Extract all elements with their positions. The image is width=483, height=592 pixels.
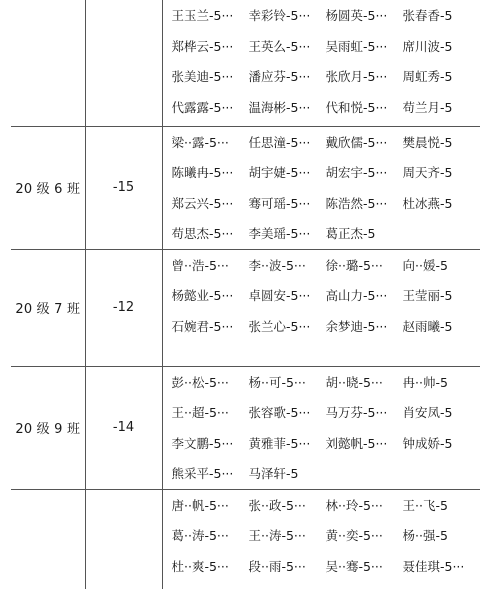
student-deduction: 卓圆安-5··· <box>248 288 311 304</box>
table-row <box>11 489 480 589</box>
names-cell <box>162 366 480 489</box>
student-deduction: 王··涛-5··· <box>248 528 306 544</box>
table-row <box>11 249 480 366</box>
student-deduction: 葛正杰-5 <box>325 226 376 242</box>
class-name-cell: 20 级 9 班 <box>11 366 85 489</box>
student-deduction: 向··媛-5 <box>402 257 448 273</box>
name-line <box>172 551 481 582</box>
student-deduction: 幸彩铃-5··· <box>248 8 311 24</box>
student-deduction: 杨··强-5 <box>402 528 448 544</box>
name-line <box>172 250 481 281</box>
class-name-cell <box>11 489 85 589</box>
student-deduction: 代露露-5··· <box>171 99 234 115</box>
name-line <box>172 397 481 428</box>
name-line <box>172 31 481 62</box>
student-deduction: 骞可瑶-5··· <box>248 195 311 211</box>
score-cell <box>85 489 162 589</box>
student-deduction: 黄雅菲-5··· <box>248 435 311 451</box>
deduction-table <box>11 0 480 589</box>
student-deduction: 苟兰月-5 <box>402 99 453 115</box>
student-deduction: 周天齐-5 <box>402 165 453 181</box>
student-deduction: 王莹丽-5 <box>402 288 453 304</box>
names-cell <box>162 249 480 366</box>
score-cell: -14 <box>85 366 162 489</box>
name-line <box>172 428 481 459</box>
student-deduction: 马泽轩-5 <box>248 466 299 482</box>
student-deduction: 曾··浩-5··· <box>171 257 229 273</box>
student-deduction: 余梦迪-5··· <box>325 318 388 334</box>
name-line <box>172 0 481 31</box>
student-deduction: 吴··骞-5··· <box>325 558 383 574</box>
student-deduction: 刘懿帆-5··· <box>325 435 388 451</box>
student-deduction: 梁··露-5··· <box>171 134 229 150</box>
student-deduction: 马万芬-5··· <box>325 405 388 421</box>
student-deduction: 王英么-5··· <box>248 38 311 54</box>
student-deduction: 代和悦-5··· <box>325 99 388 115</box>
class-name-cell <box>11 0 85 126</box>
student-deduction: 肖安凤-5 <box>402 405 453 421</box>
table-body <box>11 0 480 589</box>
student-deduction: 张容歌-5··· <box>248 405 311 421</box>
student-deduction: 徐··璐-5··· <box>325 257 383 273</box>
student-deduction: 赵雨曦-5 <box>402 318 453 334</box>
student-deduction: 席川波-5 <box>402 38 453 54</box>
student-deduction: 冉··帅-5 <box>402 374 448 390</box>
table-row <box>11 0 480 126</box>
student-deduction: 杜··爽-5··· <box>171 558 229 574</box>
score-cell: -15 <box>85 126 162 249</box>
student-deduction: 张春香-5 <box>402 8 453 24</box>
student-deduction: 钟成娇-5 <box>402 435 453 451</box>
student-deduction: 葛··涛-5··· <box>171 528 229 544</box>
student-deduction: 李美瑶-5··· <box>248 226 311 242</box>
name-line <box>172 92 481 123</box>
name-line <box>172 311 481 342</box>
class-name-cell: 20 级 7 班 <box>11 249 85 366</box>
score-cell: -12 <box>85 249 162 366</box>
student-deduction: 胡宏宇-5··· <box>325 165 388 181</box>
table-row <box>11 126 480 249</box>
name-line <box>172 458 481 489</box>
student-deduction: 樊晨悦-5 <box>402 134 453 150</box>
name-line <box>172 218 481 249</box>
student-deduction: 杨圆英-5··· <box>325 8 388 24</box>
student-deduction: 苟思杰-5··· <box>171 226 234 242</box>
name-line <box>172 520 481 551</box>
student-deduction: 黄··奕-5··· <box>325 528 383 544</box>
student-deduction: 王玉兰-5··· <box>171 8 234 24</box>
student-deduction: 潘应芬-5··· <box>248 69 311 85</box>
name-line <box>172 157 481 188</box>
student-deduction: 温海彬-5··· <box>248 99 311 115</box>
class-name-cell: 20 级 6 班 <box>11 126 85 249</box>
student-deduction: 李··波-5··· <box>248 257 306 273</box>
score-cell <box>85 0 162 126</box>
student-deduction: 彭··松-5··· <box>171 374 229 390</box>
student-deduction: 石婉君-5··· <box>171 318 234 334</box>
student-deduction: 高山力-5··· <box>325 288 388 304</box>
name-line <box>172 367 481 398</box>
table-row <box>11 366 480 489</box>
student-deduction: 杨··可-5··· <box>248 374 306 390</box>
name-line <box>172 127 481 158</box>
student-deduction: 郑桦云-5··· <box>171 38 234 54</box>
student-deduction: 段··雨-5··· <box>248 558 306 574</box>
student-deduction: 胡··晓-5··· <box>325 374 383 390</box>
names-cell <box>162 489 480 589</box>
student-deduction: 郑云兴-5··· <box>171 195 234 211</box>
student-deduction: 李文鹏-5··· <box>171 435 234 451</box>
name-line <box>172 188 481 219</box>
student-deduction: 张欣月-5··· <box>325 69 388 85</box>
student-deduction: 胡宇婕-5··· <box>248 165 311 181</box>
student-deduction: 张兰心-5··· <box>248 318 311 334</box>
student-deduction: 王··飞-5 <box>402 497 448 513</box>
student-deduction: 熊采平-5··· <box>171 466 234 482</box>
student-deduction: 陈浩然-5··· <box>325 195 388 211</box>
student-deduction: 张美迪-5··· <box>171 69 234 85</box>
student-deduction: 陈曦冉-5··· <box>171 165 234 181</box>
names-cell <box>162 0 480 126</box>
student-deduction: 聂佳琪-5··· <box>402 558 465 574</box>
student-deduction: 戴欣儒-5··· <box>325 134 388 150</box>
name-line <box>172 61 481 92</box>
student-deduction: 任思潼-5··· <box>248 134 311 150</box>
name-line <box>172 490 481 521</box>
names-cell <box>162 126 480 249</box>
student-deduction: 唐··帆-5··· <box>171 497 229 513</box>
student-deduction: 周虹秀-5 <box>402 69 453 85</box>
student-deduction: 张··政-5··· <box>248 497 306 513</box>
student-deduction: 王··超-5··· <box>171 405 229 421</box>
student-deduction: 吴雨虹-5··· <box>325 38 388 54</box>
student-deduction: 林··玲-5··· <box>325 497 383 513</box>
student-deduction: 杨懿业-5··· <box>171 288 234 304</box>
name-line <box>172 280 481 311</box>
student-deduction: 杜冰燕-5 <box>402 195 453 211</box>
